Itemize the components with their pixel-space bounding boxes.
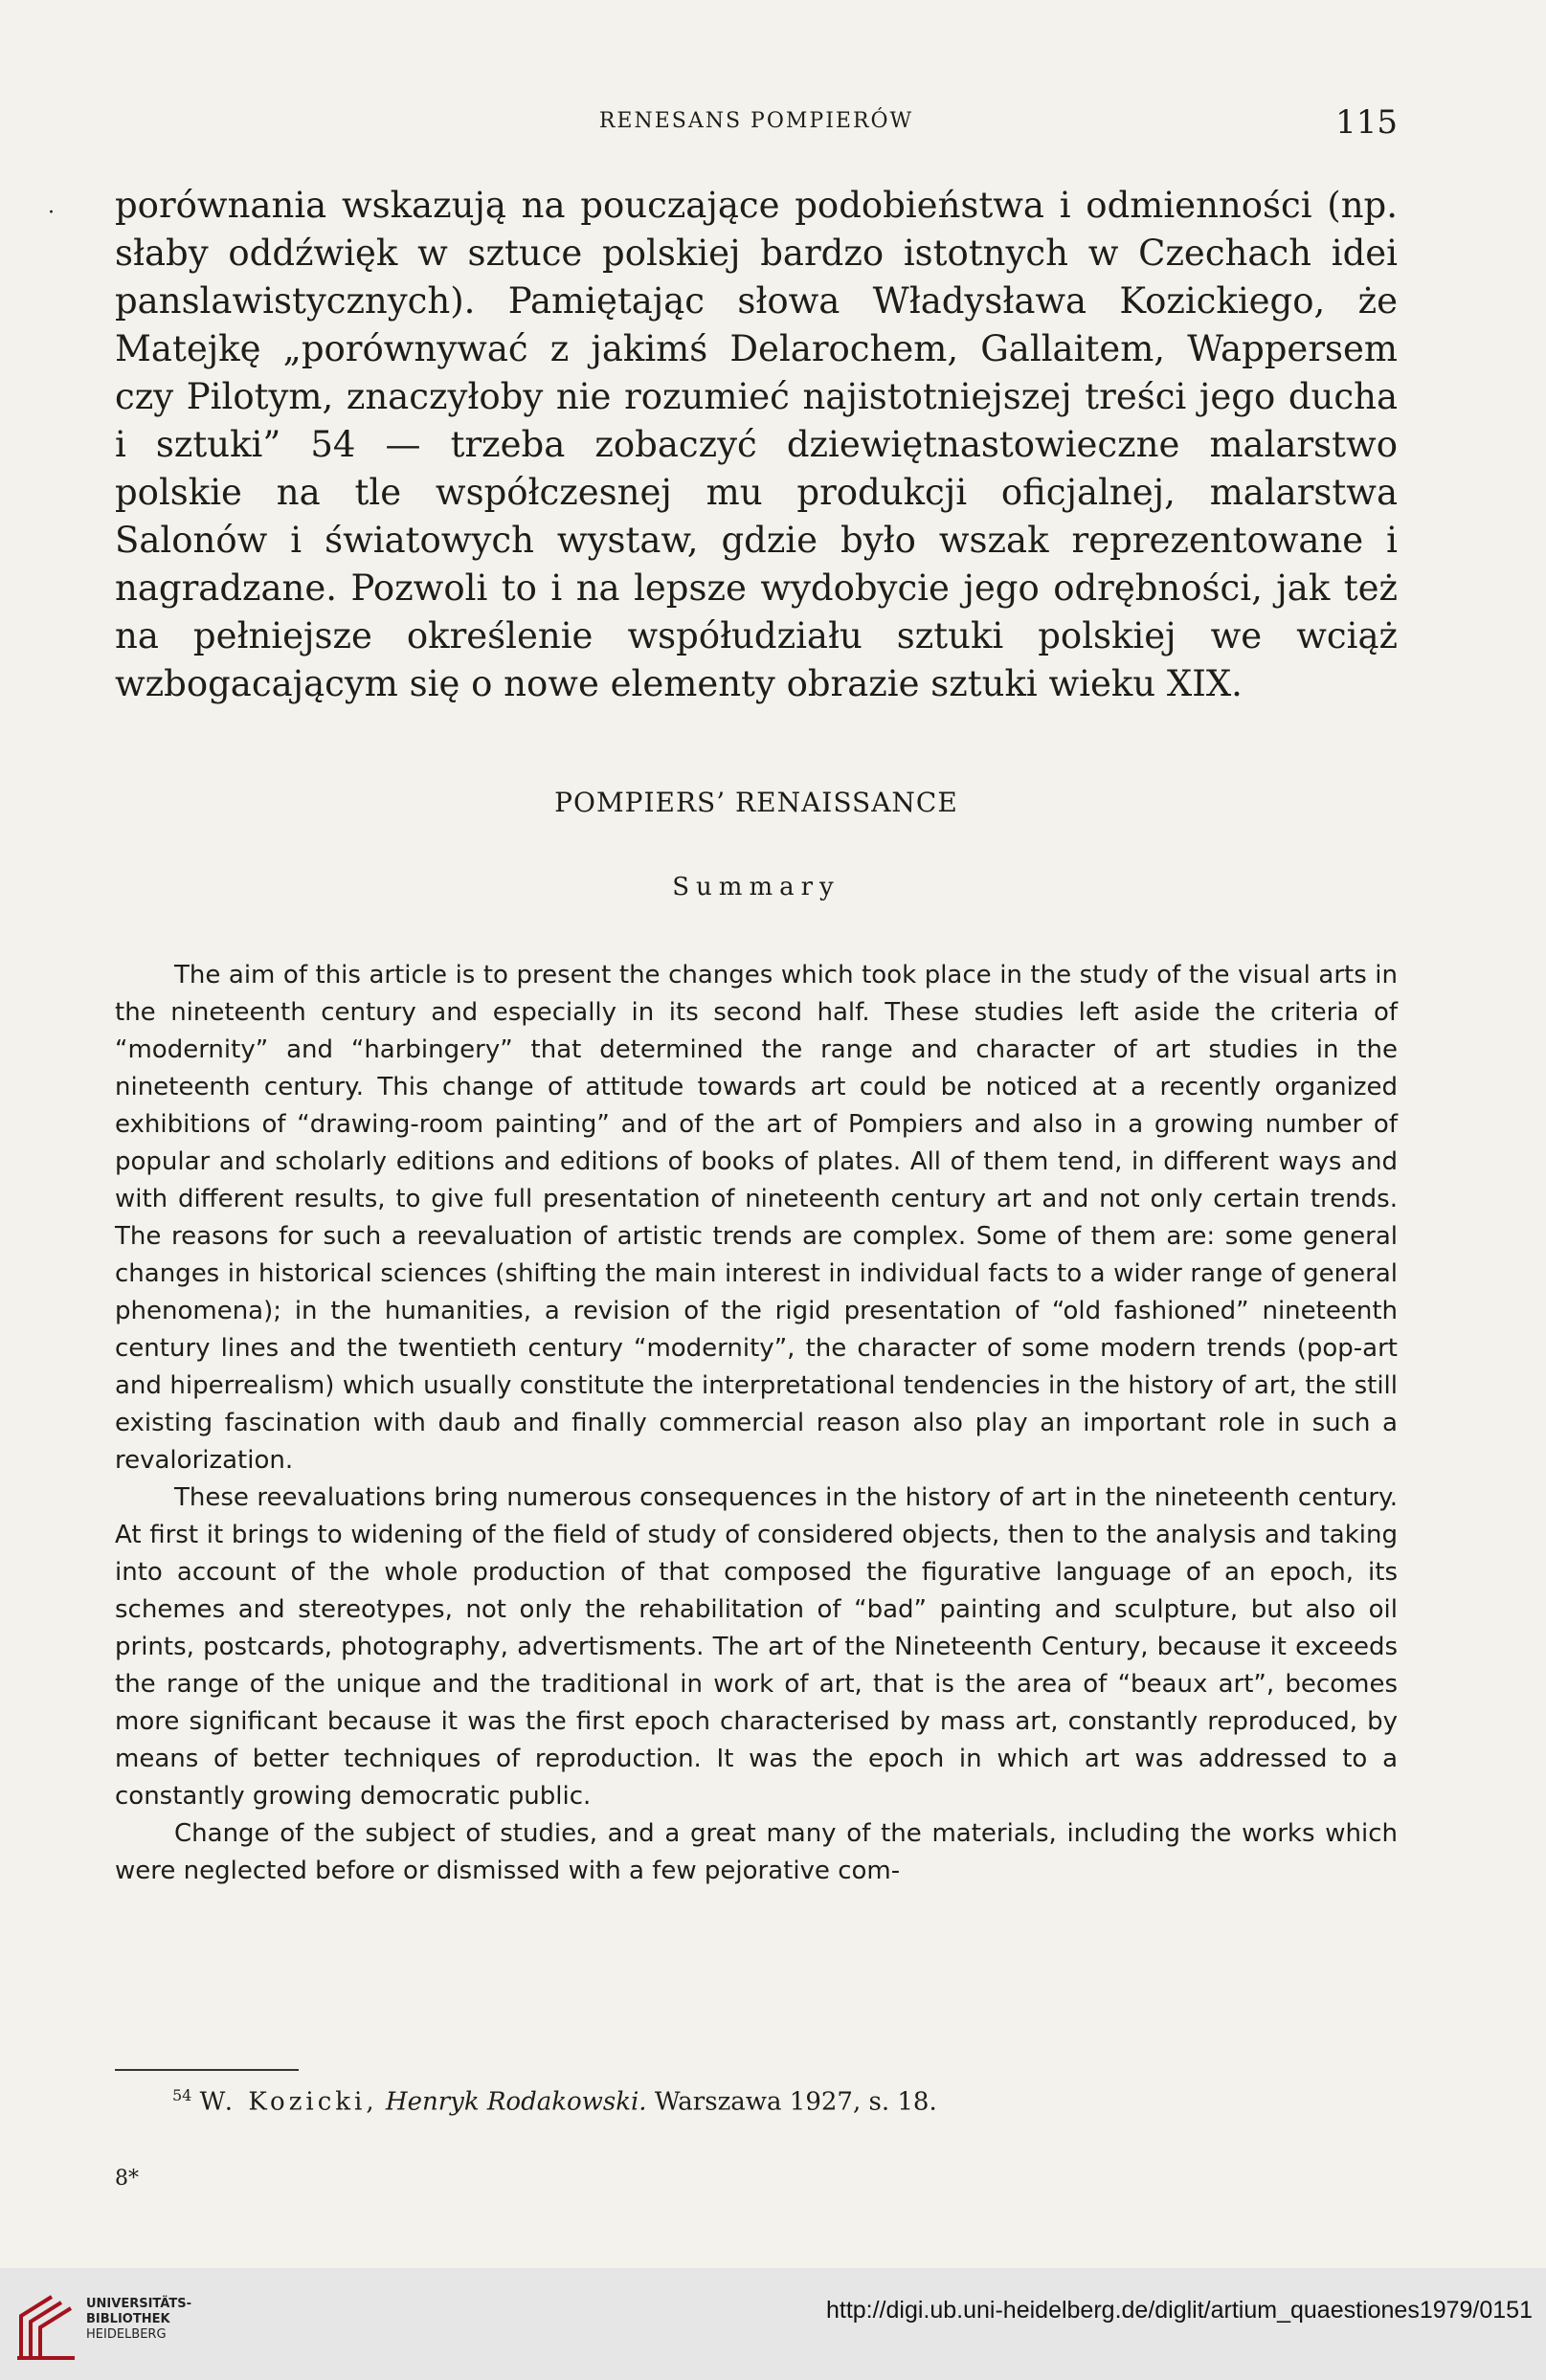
section-title: POMPIERS’ RENAISSANCE: [554, 787, 958, 818]
footnote-title: Henryk Rodakowski.: [385, 2087, 647, 2117]
source-url-link[interactable]: http://digi.ub.uni-heidelberg.de/diglit/artium_quaestiones1979/0151: [825, 2297, 1533, 2324]
page-number: 115: [1335, 103, 1398, 142]
summary-paragraph-2: These reevaluations bring numerous consequences in the history of art in the nineteenth century. At first it brings to widening of the field of study of considered objects, then to the analysis and taking into account of the whole production of that composed the figurative language of an epoch, its schemes and stereotypes, not only the rehabilitation of “bad” painting and sculpture, but also oil prints, postcards, photography, advertisments. The art of the Nineteenth Century, because it exceeds the range of the unique and the traditional in work of art, that is the area of “beaux art”, becomes more significant because it was the first epoch characterised by mass art, constantly reproduced, by means of better techniques of reproduction. It was the epoch in which art was addressed to a constantly growing democratic public.: [115, 1483, 1398, 1811]
footnote-author: W. Kozicki,: [199, 2087, 378, 2117]
running-header: [115, 103, 1398, 142]
library-logo-icon: [13, 2287, 80, 2364]
margin-mark: ·: [48, 201, 55, 225]
footnote: [172, 2086, 1321, 2117]
library-name-line2: BIBLIOTHEK: [86, 2312, 170, 2326]
summary-label: Summary: [672, 873, 840, 901]
running-title: RENESANS POMPIERÓW: [598, 109, 914, 133]
library-footer: [0, 2268, 1546, 2380]
footnote-rule: [115, 2069, 299, 2071]
library-name: [86, 2297, 191, 2343]
summary-paragraph-1: The aim of this article is to present the changes which took place in the study of the visual arts in the nineteenth century and especially in its second half. These studies left aside the criteria of “modernity” and “harbingery” that determined the range and character of art studies in the nineteenth century. This change of attitude towards art could be noticed at a recently organized exhibitions of “drawing-room painting” and of the art of Pompiers and also in a growing number of popular and scholarly editions and editions of books of plates. All of them tend, in different ways and with different results, to give full presentation of nineteenth century art and not only certain trends. The reasons for such a reevaluation of artistic trends are complex. Some of them are: some general changes in historical sciences (shifting the main interest in individual facts to a wider range of general phenomena); in the humanities, a revision of the rigid presentation of “old fashioned” nineteenth century lines and the twentieth century “modernity”, the character of some modern trends (pop-art and hiperrealism) which usually constitute the interpretational tendencies in the history of art, the still existing fascination with daub and finally commercial reason also play an important role in such a revalorization.: [115, 961, 1398, 1475]
library-name-line1: UNIVERSITÄTS-: [86, 2297, 191, 2311]
footnote-number: 54: [172, 2086, 192, 2104]
polish-paragraph: porównania wskazują na pouczające podobieństwa i odmienności (np. słaby oddźwięk w sztuce polskiej bardzo istotnych w Czechach idei panslawistycznych). Pamiętając słowa Władysława Kozickiego, że Matejkę „porównywać z jakimś Delarochem, Gallaitem, Wappersem czy Pilotym, znaczyłoby nie rozumieć najistotniejszej treści jego ducha i sztuki” 54 — trzeba zobaczyć dziewiętnastowieczne malarstwo polskie na tle współczesnej mu produkcji oficjalnej, malarstwa Salonów i światowych wystaw, gdzie było wszak reprezentowane i nagradzane. Pozwoli to i na lepsze wydobycie jego odrębności, jak też na pełniejsze określenie współudziału sztuki polskiej we wciąż wzbogacającym się o nowe elementy obrazie sztuki wieku XIX.: [115, 185, 1398, 704]
summary-text: [115, 957, 1398, 1890]
summary-paragraph-3: Change of the subject of studies, and a great many of the materials, including the works which were neglected before or dismissed with a few pejorative com-: [115, 1819, 1398, 1885]
footnote-rest: Warszawa 1927, s. 18.: [654, 2087, 937, 2117]
signature-mark: 8*: [115, 2167, 139, 2191]
library-name-line3: HEIDELBERG: [86, 2327, 167, 2342]
